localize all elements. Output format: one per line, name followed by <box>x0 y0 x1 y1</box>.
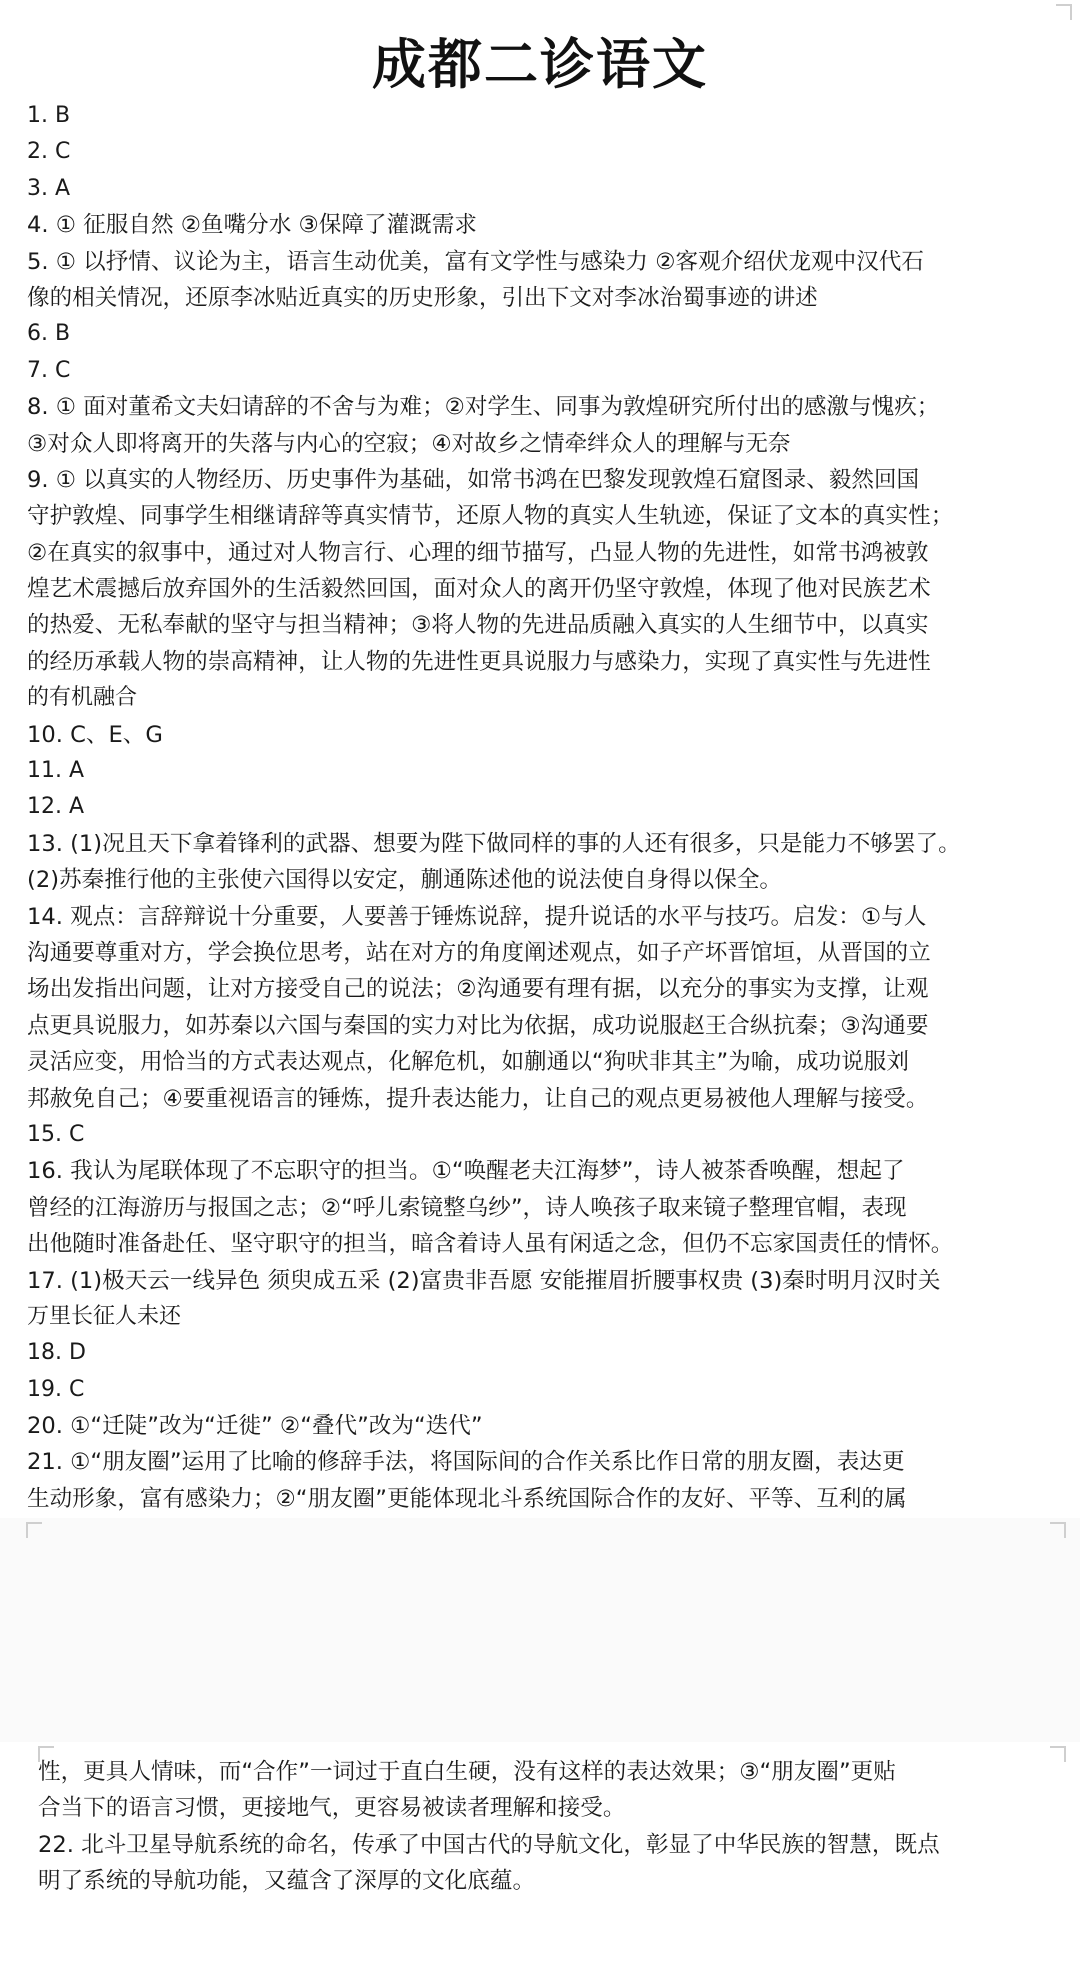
answer-line: 22. 北斗卫星导航系统的命名，传承了中国古代的导航文化，彰显了中华民族的智慧，既点 <box>38 1831 940 1858</box>
crop-mark <box>1050 1522 1066 1538</box>
answer-line: 4. ① 征服自然 ②鱼嘴分水 ③保障了灌溉需求 <box>27 212 477 239</box>
answer-line: 10. C、E、G <box>27 721 163 748</box>
answer-line: 18. D <box>27 1340 86 1366</box>
crop-mark <box>26 1522 42 1538</box>
answer-line: 出他随时准备赴任、坚守职守的担当，暗含着诗人虽有闲适之念，但仍不忘家国责任的情怀。 <box>27 1231 954 1258</box>
answer-line: ②在真实的叙事中，通过对人物言行、心理的细节描写，凸显人物的先进性，如常书鸿被敦 <box>27 539 929 566</box>
answer-list-continued <box>38 1754 1058 1900</box>
answer-line: 灵活应变，用恰当的方式表达观点，化解危机，如蒯通以“狗吠非其主”为喻，成功说服刘 <box>27 1049 909 1076</box>
answer-line: 点更具说服力，如苏秦以六国与秦国的实力对比为依据，成功说服赵王合纵抗秦；③沟通要 <box>27 1012 929 1039</box>
answer-line: 1. B <box>27 103 71 128</box>
answer-line: 11. A <box>27 758 85 784</box>
answer-line: 2. C <box>27 139 71 165</box>
crop-mark <box>38 1746 54 1762</box>
answer-line: 邦赦免自己；④要重视语言的锤炼，提升表达能力，让自己的观点更易被他人理解与接受。 <box>27 1085 929 1112</box>
answer-list <box>27 98 1057 1517</box>
answer-line: 的热爱、无私奉献的坚守与担当精神；③将人物的先进品质融入真实的人生细节中，以真实 <box>27 612 929 639</box>
answer-line: 21. ①“朋友圈”运用了比喻的修辞手法，将国际间的合作关系比作日常的朋友圈，表达更 <box>27 1449 905 1476</box>
answer-line: 沟通要尊重对方，学会换位思考，站在对方的角度阐述观点，如子产坏晋馆垣，从晋国的立 <box>27 939 931 966</box>
answer-line: 14. 观点：言辞辩说十分重要，人要善于锤炼说辞，提升说话的水平与技巧。启发：①与人 <box>27 903 927 930</box>
answer-line: 8. ① 面对董希文夫妇请辞的不舍与为难；②对学生、同事为敦煌研究所付出的感激与愧疚； <box>27 394 940 421</box>
answer-line: 9. ① 以真实的人物经历、历史事件为基础，如常书鸿在巴黎发现敦煌石窟图录、毅然回国 <box>27 466 920 493</box>
answer-line: 20. ①“迁陡”改为“迁徙” ②“叠代”改为“迭代” <box>27 1413 483 1440</box>
answer-line: 生动形象，富有感染力；②“朋友圈”更能体现北斗系统国际合作的友好、平等、互利的属 <box>27 1485 907 1512</box>
answer-line: (2)苏秦推行他的主张使六国得以安定，蒯通陈述他的说法使自身得以保全。 <box>27 867 783 894</box>
answer-line: ③对众人即将离开的失落与内心的空寂；④对故乡之情牵绊众人的理解与无奈 <box>27 430 791 457</box>
crop-mark <box>1056 4 1072 20</box>
answer-line: 12. A <box>27 794 85 820</box>
answer-line: 像的相关情况，还原李冰贴近真实的历史形象，引出下文对李冰治蜀事迹的讲述 <box>27 284 818 311</box>
answer-line: 场出发指出问题，让对方接受自己的说法；②沟通要有理有据，以充分的事实为支撑，让观 <box>27 976 929 1003</box>
answer-line: 万里长征人未还 <box>27 1303 182 1329</box>
answer-line: 曾经的江海游历与报国之志；②“呼儿索镜整乌纱”，诗人唤孩子取来镜子整理官帽，表现 <box>27 1194 907 1221</box>
answer-line: 性，更具人情味，而“合作”一词过于直白生硬，没有这样的表达效果；③“朋友圈”更贴 <box>38 1759 896 1785</box>
answer-line: 19. C <box>27 1376 85 1402</box>
answer-line: 明了系统的导航功能，又蕴含了深厚的文化底蕴。 <box>38 1868 536 1895</box>
answer-line: 5. ① 以抒情、议论为主，语言生动优美，富有文学性与感染力 ②客观介绍伏龙观中汉代石 <box>27 248 924 275</box>
answer-line: 7. C <box>27 357 71 383</box>
answer-line: 的有机融合 <box>27 685 138 711</box>
answer-line: 13. (1)况且天下拿着锋利的武器、想要为陛下做同样的事的人还有很多，只是能力不够罢了。 <box>27 830 961 857</box>
answer-line: 煌艺术震撼后放弃国外的生活毅然回国，面对众人的离开仍坚守敦煌，体现了他对民族艺术 <box>27 576 931 603</box>
answer-line: 守护敦煌、同事学生相继请辞等真实情节，还原人物的真实人生轨迹，保证了文本的真实性； <box>27 503 954 530</box>
answer-line: 6. B <box>27 321 71 347</box>
crop-mark <box>1050 1746 1066 1762</box>
page-gap <box>0 1518 1080 1742</box>
answer-line: 16. 我认为尾联体现了不忘职守的担当。①“唤醒老夫江海梦”，诗人被茶香唤醒，想起了 <box>27 1158 905 1185</box>
answer-page-2 <box>0 1742 1080 1973</box>
answer-line: 合当下的语言习惯，更接地气，更容易被读者理解和接受。 <box>38 1795 626 1822</box>
answer-line: 17. (1)极天云一线异色 须臾成五采 (2)富贵非吾愿 安能摧眉折腰事权贵 (3)秦时明月汉时关 <box>27 1267 941 1294</box>
answer-line: 的经历承载人物的崇高精神，让人物的先进性更具说服力与感染力，实现了真实性与先进性 <box>27 648 931 675</box>
answer-line: 3. A <box>27 175 71 201</box>
page-title: 成都二诊语文 <box>372 33 708 96</box>
answer-line: 15. C <box>27 1121 85 1147</box>
